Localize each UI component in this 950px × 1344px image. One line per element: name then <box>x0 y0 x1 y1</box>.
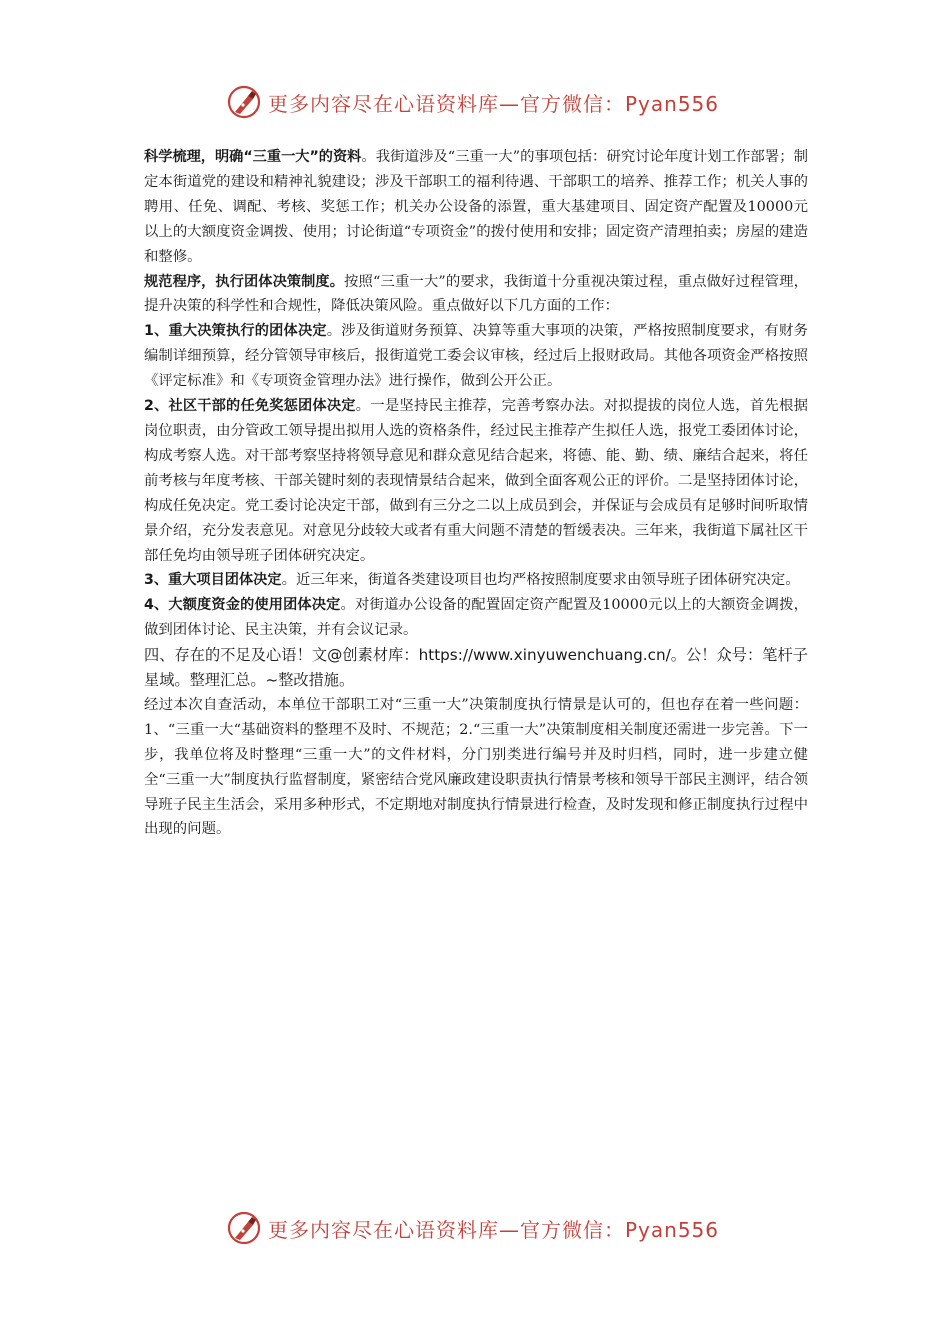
paragraph-text: 。我街道涉及“三重一大”的事项包括：研究讨论年度计划工作部署；制定本街道党的建设和精神礼貌建设；涉及干部职工的福利待遇、干部职工的培养、推荐工作；机关人事的聘用、任免、调配、考核、奖惩工作；机关办公设备的添置，重大基建项目、固定资产配置及10000元以上的大额度资金调拨、使用；讨论街道“专项资金”的拨付使用和安排；固定资产清理拍卖；房屋的建造和整修。 <box>144 149 808 265</box>
banner-wechat-id: Pyan556 <box>625 91 720 116</box>
paragraph <box>144 145 808 270</box>
banner-main: 更多内容尽在心语资料库 <box>268 91 499 116</box>
paragraph-heading: 2、社区干部的任免奖惩团体决定 <box>144 398 356 415</box>
paragraph-heading: 科学梳理，明确“三重一大”的资料 <box>144 149 362 165</box>
paragraph-text: 按照“三重一大”的要求，我街道十分重视决策过程，重点做好过程管理，提升决策的科学性和合规性，降低决策风险。重点做好以下几方面的工作： <box>144 273 808 315</box>
banner-main: 更多内容尽在心语资料库 <box>268 1217 499 1242</box>
banner-wechat-label: 官方微信： <box>520 91 625 116</box>
section-heading: 四、存在的不足及心语！文@创素材库：https://www.xinyuwenchuang.cn/。公！众号：笔杆子星域。整理汇总。~整改措施。 <box>144 646 808 690</box>
paragraph-text: 。近三年来，街道各类建设项目也均严格按照制度要求由领导班子团体研究决定。 <box>281 572 800 589</box>
header-banner <box>226 82 746 122</box>
paragraph <box>144 319 808 394</box>
banner-wechat-id: Pyan556 <box>625 1217 720 1242</box>
banner-dash: — <box>499 1217 520 1242</box>
paragraph-text: 。涉及街道财务预算、决算等重大事项的决策，严格按照制度要求，有财务编制详细预算，经分管领导审核后，报街道党工委会议审核，经过后上报财政局。其他各项资金严格按照《评定标准》和《专项资金管理办法》进行操作，做到公开公正。 <box>144 323 808 390</box>
pen-nib-logo-icon <box>226 1210 262 1246</box>
paragraph <box>144 270 808 320</box>
paragraph-heading: 3、重大项目团体决定 <box>144 572 282 589</box>
footer-banner <box>226 1208 746 1248</box>
paragraph-heading: 4、大额度资金的使用团体决定 <box>144 597 341 614</box>
paragraph <box>144 568 808 593</box>
document-body <box>144 145 808 842</box>
banner-text <box>268 1214 719 1243</box>
banner-wechat-label: 官方微信： <box>520 1217 625 1242</box>
paragraph-heading: 规范程序，执行团体决策制度。 <box>144 273 345 290</box>
banner-text <box>268 88 719 117</box>
paragraph-text: 。对街道办公设备的配置固定资产配置及10000元以上的大额资金调拨，做到团体讨论、民主决策，并有会议记录。 <box>144 597 808 639</box>
paragraph-text: 。一是坚持民主推荐，完善考察办法。对拟提拔的岗位人选，首先根据岗位职责，由分管政工领导提出拟用人选的资格条件，经过民主推荐产生拟任人选，报党工委团体讨论，构成考察人选。对干部考察坚持将领导意见和群众意见结合起来，将德、能、勤、绩、廉结合起来，将任前考核与年度考核、干部关键时刻的表现情景结合起来，做到全面客观公正的评价。二是坚持团体讨论，构成任免决定。党工委讨论决定干部，做到有三分之二以上成员到会，并保证与会成员有足够时间听取情景介绍，充分发表意见。对意见分歧较大或者有重大问题不清楚的暂缓表决。三年来，我街道下属社区干部任免均由领导班子团体研究决定。 <box>144 398 808 564</box>
paragraph <box>144 593 808 643</box>
pen-nib-logo-icon <box>226 84 262 120</box>
paragraph <box>144 394 808 568</box>
paragraph: 经过本次自查活动，本单位干部职工对“三重一大”决策制度执行情景是认可的，但也存在着一些问题：1、“三重一大“基础资料的整理不及时、不规范；2.“三重一大”决策制度相关制度还需进一步完善。下一步，我单位将及时整理“三重一大”的文件材料，分门别类进行编号并及时归档，同时，进一步建立健全“三重一大”制度执行监督制度，紧密结合党风廉政建设职责执行情景考核和领导干部民主测评，结合领导班子民主生活会，采用多种形式，不定期地对制度执行情景进行检查，及时发现和修正制度执行过程中出现的问题。 <box>144 696 808 838</box>
banner-dash: — <box>499 91 520 116</box>
paragraph-heading: 1、重大决策执行的团体决定 <box>144 323 327 340</box>
